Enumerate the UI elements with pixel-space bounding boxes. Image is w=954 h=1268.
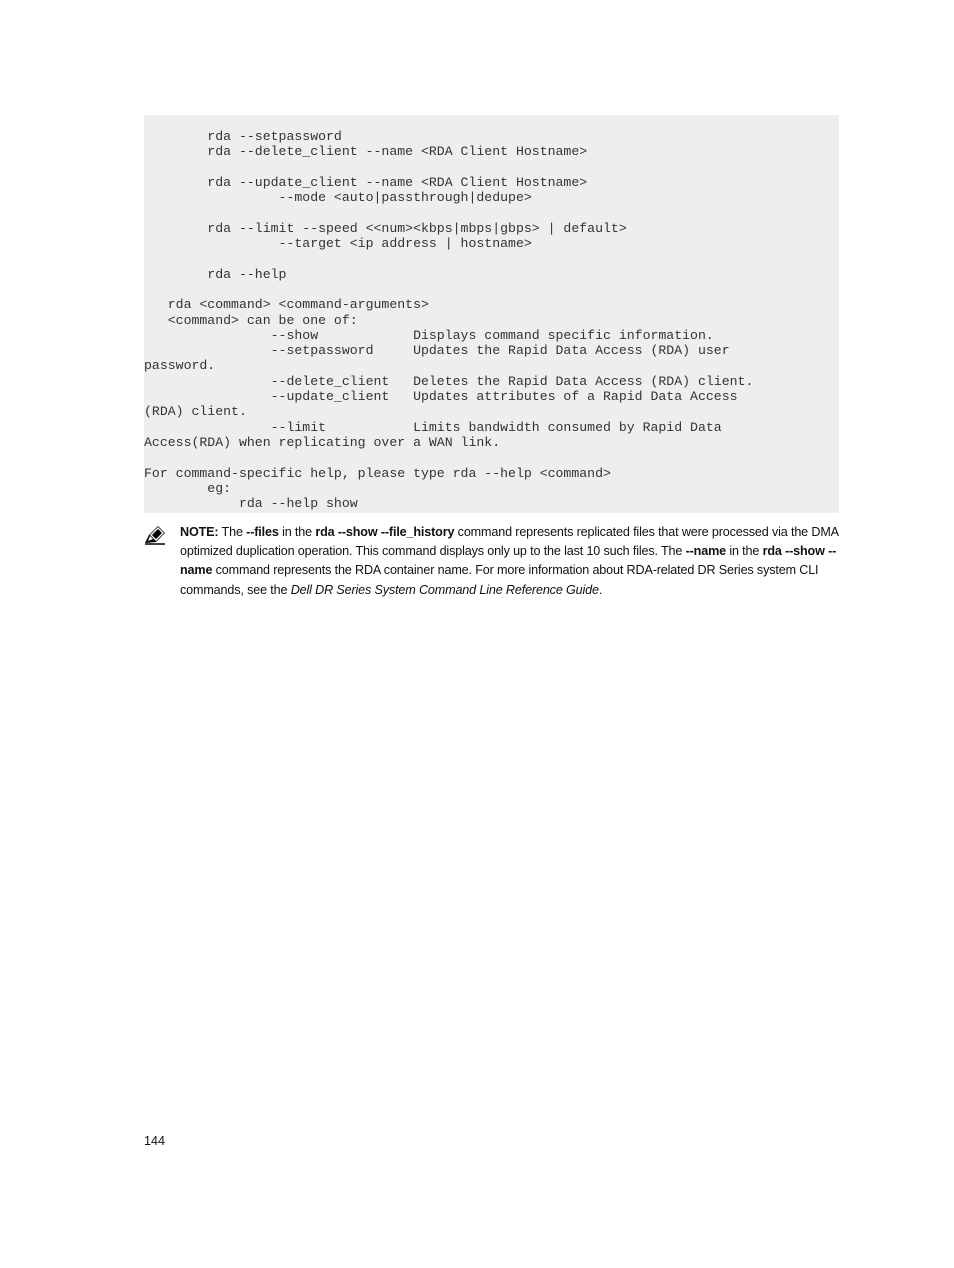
code-line: [144, 205, 839, 220]
note-guide-title: Dell DR Series System Command Line Reference Guide: [290, 582, 599, 597]
code-line: [144, 450, 839, 465]
note-text-segment: command represents the RDA container name. For more information about RDA-related DR Series system CLI commands, see the: [180, 563, 819, 597]
note-text-segment: The: [218, 525, 247, 539]
code-line: [144, 251, 839, 266]
code-line: --mode <auto|passthrough|dedupe>: [144, 190, 532, 206]
note-text: [180, 523, 844, 600]
code-line: --setpassword Updates the Rapid Data Access (RDA) user: [144, 343, 730, 359]
note-text-segment: in the: [278, 525, 316, 539]
note-command-file-history: rda --show --file_history: [315, 525, 455, 539]
code-line: rda --update_client --name <RDA Client Hostname>: [144, 174, 588, 190]
note-text-segment: .: [598, 582, 603, 597]
code-line: Access(RDA) when replicating over a WAN link.: [144, 434, 501, 450]
code-block: [144, 115, 839, 513]
note-text-segment: command represents replicated files that were processed via the DMA optimized duplication operation. This command displays only up to the last 10 such files. The: [180, 525, 839, 559]
code-line: --delete_client Deletes the Rapid Data Access (RDA) client.: [144, 373, 754, 389]
code-line: rda --help show: [144, 496, 358, 512]
code-line: rda --setpassword: [144, 129, 342, 144]
code-line: --target <ip address | hostname>: [144, 236, 532, 252]
note-text-segment: in the: [725, 544, 763, 559]
code-line: eg:: [144, 480, 232, 496]
code-line: --show Displays command specific information.: [144, 327, 714, 343]
note-label: NOTE:: [180, 525, 219, 539]
note-option-name: --name: [685, 544, 726, 559]
page-number: 144: [144, 1134, 166, 1148]
code-line: rda --delete_client --name <RDA Client Hostname>: [144, 144, 588, 160]
code-line: For command-specific help, please type rda --help <command>: [144, 465, 611, 481]
code-line: [144, 282, 839, 297]
code-line: password.: [144, 358, 216, 374]
code-line: --limit Limits bandwidth consumed by Rapid Data: [144, 419, 722, 435]
code-line: --update_client Updates attributes of a Rapid Data Access: [144, 389, 738, 405]
note-option-files: --files: [246, 525, 279, 539]
code-line: rda --help: [144, 266, 287, 282]
code-line: <command> can be one of:: [144, 312, 358, 328]
note-pencil-icon: [144, 525, 166, 545]
code-line: [144, 160, 839, 175]
code-line: (RDA) client.: [144, 404, 247, 420]
code-line: rda --limit --speed <<num><kbps|mbps|gbps> | default>: [144, 220, 627, 236]
code-line: rda <command> <command-arguments>: [144, 297, 429, 313]
note-command-show-name: rda --show --name: [180, 544, 837, 578]
